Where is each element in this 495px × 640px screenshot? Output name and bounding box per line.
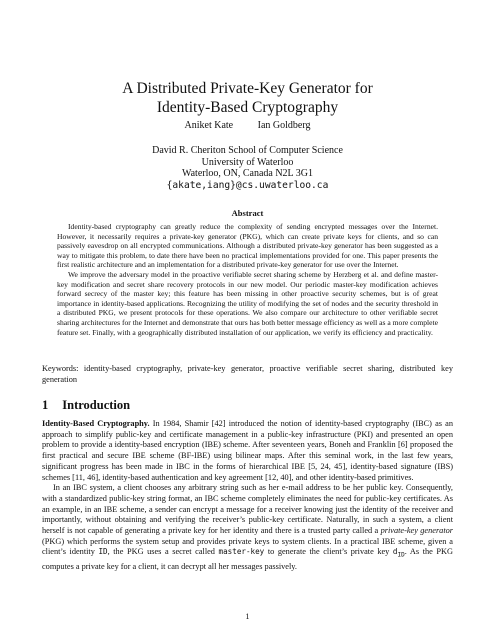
affiliation-university: University of Waterloo — [201, 156, 294, 168]
paragraph-text: In 1984, Shamir [42] introduced the notion of identity-based cryptography (IBC) as an approach to simplify public-key and certificate management in a public-key infrastructure (PKI) and presented an open problem to provide a identity-based encryption (IBE) scheme. After seventeen years, Boneh and Franklin [6] proposed the first practical and secure IBE scheme (BF-IBE) using bilinear maps. After this seminal work, in the last few years, significant progress has been made in IBC in the forms of hierarchical IBE [5, 24, 45], identity-based signature (IBS) schemes [11, 46], identity-based authentication and key agreement [12, 40], and other identity-based primitives. — [42, 419, 453, 482]
paragraph-text: , the PKG uses a secret called — [107, 547, 219, 557]
affiliation — [0, 145, 495, 191]
paragraph-lead: Identity-Based Cryptography. — [42, 419, 150, 428]
paragraph-text: In an IBC system, a client chooses any arbitrary string such as her e-mail address to be her public key. Consequently, with a standardized public-key string format, an IBC scheme completely eliminates the need for public-key certificates. As an example, in an IBE scheme, a sender can encrypt a message for a receiver knowing just the identity of the receiver and importantly, without obtaining and verifying the receiver’s public-key certificate. Naturally, in such a system, a client herself is not capable of generating a private key for her identity and there is a trusted party called a — [42, 483, 453, 536]
paragraph-text: . As the PKG computes a private key for a client, it can decrypt all her messages passively. — [42, 547, 453, 571]
author-list — [0, 120, 495, 132]
author-email: {akate,iang}@cs.uwaterloo.ca — [166, 179, 329, 191]
section-number: 1 — [42, 398, 49, 412]
body-paragraph — [42, 483, 453, 572]
page-number: 1 — [245, 612, 250, 621]
section-title: Introduction — [62, 398, 131, 412]
author-name: Aniket Kate — [184, 120, 234, 131]
section-body — [42, 419, 453, 573]
body-paragraph — [42, 419, 453, 483]
paragraph-text: to generate the client’s private key — [264, 547, 393, 557]
emphasis-term: private-key generator — [380, 526, 453, 536]
author-name: Ian Goldberg — [257, 120, 311, 131]
section-heading — [42, 398, 130, 413]
title-line-2: Identity-Based Cryptography — [156, 99, 339, 116]
abstract-paragraph: We improve the adversary model in the proactive verifiable secret sharing scheme by Herzberg et al. and define master-key modification and secret share recovery protocols in our new model. Our periodic master-key modification achieves forward secrecy of the master key; this feature has been missing in other proactive security schemes, but is of great importance in identity-based applications. Recognizing the utility of modifying the set of nodes and the security threshold in a distributed PKG, we present protocols for these operations. We also compare our architecture to other verifiable secret sharing architectures for the Internet and demonstrate that ours has both better message efficiency as well as a more complete feature set. Finally, with a geographically distributed installation of our application, we verify its efficiency and practicality. — [57, 269, 438, 337]
title-line-1: A Distributed Private-Key Generator for — [122, 80, 373, 97]
affiliation-department: David R. Cheriton School of Computer Science — [152, 145, 343, 156]
paper-title — [0, 79, 495, 117]
abstract-heading: Abstract — [231, 208, 264, 218]
abstract-body — [57, 222, 438, 337]
affiliation-address: Waterloo, ON, Canada N2L 3G1 — [181, 168, 313, 179]
paragraph-text: (PKG) which performs the system setup and provides private keys to system clients. In a practical IBE scheme, given a client’s identity — [42, 536, 453, 557]
code-term: d — [392, 547, 398, 557]
code-subscript: ID — [397, 552, 405, 560]
code-term: ID — [98, 547, 108, 557]
code-term: master-key — [218, 547, 265, 557]
keywords: Keywords: identity-based cryptography, private-key generator, proactive verifiable secret sharing, distributed key generation — [42, 364, 453, 384]
abstract-paragraph: Identity-based cryptography can greatly reduce the complexity of sending encrypted messages over the Internet. However, it necessarily requires a private-key generator (PKG), which can create private keys for clients, and so can passively eavesdrop on all encrypted communications. Although a distributed private-key generator has been suggested as a way to mitigate this problem, to date there have been no practical implementations provided for one. This paper presents the first realistic architecture and an implementation for a distributed private-key generator for use over the Internet. — [57, 222, 438, 270]
